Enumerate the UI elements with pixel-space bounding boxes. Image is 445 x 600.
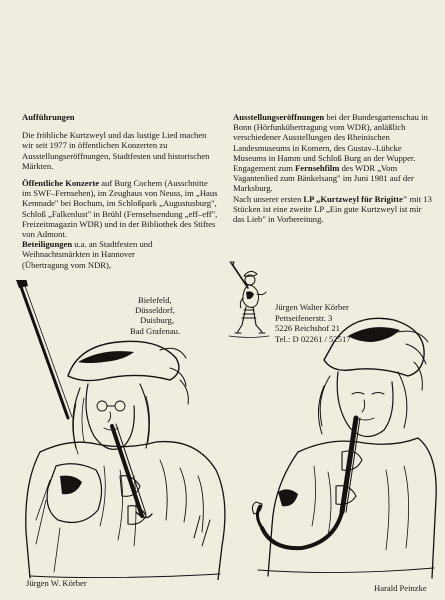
left-column: [22, 112, 218, 270]
performances-heading: Aufführungen: [22, 112, 75, 122]
caption-left: Jürgen W. Körber: [26, 578, 87, 588]
participation-label: Beteiligungen: [22, 239, 73, 250]
participation-paragraph: [22, 239, 172, 270]
city-item: Bad Grafenau.: [130, 325, 181, 336]
city-item: Bielefeld,: [138, 295, 172, 305]
contact-city: 5226 Reichshof 21: [275, 323, 340, 334]
lp-paragraph: [233, 194, 433, 225]
film-prefix: Engagement zum: [233, 163, 296, 174]
film-label: Fernsehfilm: [295, 163, 340, 174]
lp-label: LP „Kurtzweyl für Brigitte": [303, 193, 408, 204]
participation-text: u.a. an Stadtfesten und Weihnachtsmärkten in Hannover (Übertragung vom NDR),: [22, 239, 153, 270]
concerts-label: Öffentliche Konzerte: [22, 178, 100, 189]
concerts-text: auf Burg Cochem (Ausschnitte im SWF–Fernsehen), im Zeughaus von Neuss, im „Haus Kemnade" bei Bochum, im Schloßpark „Augustusburg", Schloß „Falkenlust" in Brühl (Fernsehsendung „eff–eff", Freizeitmagazin WDR) und in der Bibliothek des Stiftes von Admont.: [22, 178, 218, 240]
film-text: des WDR „Vom Vagantenlied zum Bänkelsang" im Juni 1981 auf der Marksburg.: [233, 163, 414, 194]
city-item: Duisburg,: [140, 315, 174, 326]
intro-paragraph: Die fröhliche Kurtzweyl und das lustige Lied machen wir seit 1977 in öffentlichen Konzerten zu Ausstellungseröffnungen, Stadtfesten und historischen Märkten.: [22, 130, 210, 171]
exhibitions-text: bei der Bundesgartenschau in Bonn (Hörfunkübertragung vom WDR), anläßlich verschiedener Ausstellungen des Rheinischen Landesmuseums in Komern, des Gustav–Lübcke Museums in Hamm und Schloß Burg an der Wupper.: [233, 112, 428, 163]
right-column: [233, 112, 433, 224]
contact-street: Pettseifenerstr. 3: [275, 312, 333, 323]
koerber-bagpipe-illustration: [10, 280, 235, 580]
caption-right: Harald Peinzke: [374, 583, 427, 593]
contact-phone: Tel.: D 02261 / 52517: [275, 333, 351, 344]
concerts-paragraph: [22, 178, 218, 239]
peinzke-horn-illustration: [238, 302, 438, 584]
contact-name: Jürgen Walter Körber: [275, 302, 349, 312]
film-paragraph: [233, 163, 433, 194]
city-item: Düsseldorf,: [135, 305, 175, 316]
exhibitions-label: Ausstellungseröffnungen: [233, 112, 325, 122]
exhibitions-paragraph: [233, 112, 433, 163]
lp-text: mit 13 Stücken ist eine zweite LP „Ein gute Kurtzweyl ist mir das Lieb" in Vorbereitung.: [233, 193, 432, 225]
lp-prefix: Nach unserer ersten: [233, 193, 304, 204]
